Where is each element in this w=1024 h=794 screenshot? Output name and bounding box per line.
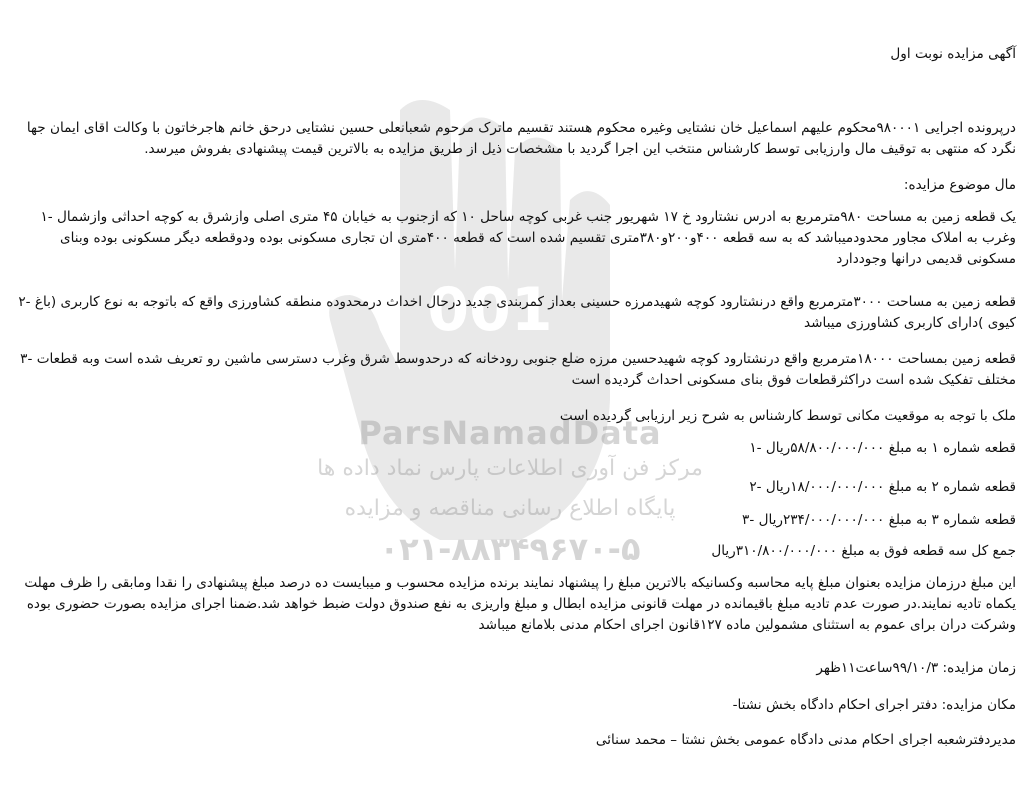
- lot-valuation-2: قطعه شماره ۲ به مبلغ ۱۸/۰۰۰/۰۰۰/۰۰۰ریال -۲: [749, 479, 1016, 495]
- lot-valuation-1: قطعه شماره ۱ به مبلغ ۵۸/۸۰۰/۰۰۰/۰۰۰ریال -۱: [749, 440, 1016, 456]
- auction-time: زمان مزایده: ۹۹/۱۰/۳ساعت۱۱ظهر: [816, 660, 1016, 676]
- watermark-phone: ۰۲۱-۸۸۳۴۹۶۷۰-۵: [379, 530, 641, 568]
- intro-paragraph: درپرونده اجرایی ۹۸۰۰۰۱محکوم علیهم اسماعیل خان نشتایی وغیره محکوم هستند تقسیم ماترک مرحوم شعبانعلی حسین نشتایی درحق خانم هاجرخاتون با وکالت اقای ایمان جها نگرد که منتهی به توقیف مال وارزیابی توسط کارشناس منتخب این اجرا گردید با مشخصات ذیل از طریق مزایده به بالاترین قیمت پیشنهادی بفروش میرسد.: [26, 120, 1016, 157]
- property-item-2: قطعه زمین به مساحت ۳۰۰۰مترمربع واقع درنشتارود کوچه شهیدمرزه حسینی بعداز کمربندی جدید درحال اخداث درمحدوده منطقه کشاورزی واقع که باتوجه به نوع کاربری (باغ -۲ کیوی )دارای کاربری کشاورزی میباشد: [18, 294, 1016, 331]
- watermark-brand: ParsNamadData: [358, 414, 662, 452]
- auction-place: مکان مزایده: دفتر اجرای احکام دادگاه بخش نشتا-: [732, 697, 1016, 713]
- signature-line: مدیردفترشعبه اجرای احکام مدنی دادگاه عمومی بخش نشتا – محمد سنائی: [595, 732, 1016, 748]
- evaluation-intro: ملک با توجه به موقعیت مکانی توسط کارشناس به شرح زیر ارزیابی گردیده است: [559, 408, 1016, 424]
- watermark-tagline: مرکز فن آوری اطلاعات پارس نماد داده ها: [317, 456, 703, 481]
- property-item-3: قطعه زمین بمساحت ۱۸۰۰۰مترمربع واقع درنشتارود کوچه شهیدحسین مرزه ضلع جنوبی رودخانه که درحدوسط شرق وغرب دسترسی ماشین رو تعریف شده است وبه قطعات -۳ مختلف تفکیک شده است دراکثرقطعات فوق بنای مسکونی احداث گردیده است: [20, 351, 1016, 388]
- auction-conditions: این مبلغ درزمان مزایده بعنوان مبلغ پایه محاسبه وکسانیکه بالاترین مبلغ را پیشنهاد نمایند برنده مزایده محسوب و میبایست ده درصد مبلغ پیشنهادی را نقدا ومابقی را ظرف مهلت یکماه تادیه نمایند.در صورت عدم تادیه مبلغ باقیمانده در مهلت قانونی مزایده ابطال و مبلغ واریزی به نفع صندوق دولت ضبط خواهد شد.ضمنا اجرای مزایده بصورت حضوری بوده وشرکت دران برای عموم به استثنای مشمولین ماده ۱۲۷قانون اجرای احکام مدنی بلامانع میباشد: [24, 575, 1016, 633]
- svg-text:001: 001: [427, 275, 553, 345]
- total-valuation: جمع کل سه قطعه فوق به مبلغ ۳۱۰/۸۰۰/۰۰۰/۰۰۰ریال: [711, 543, 1016, 559]
- subject-label: مال موضوع مزایده:: [903, 177, 1016, 193]
- lot-valuation-3: قطعه شماره ۳ به مبلغ ۲۳۴/۰۰۰/۰۰۰/۰۰۰ریال -۳: [742, 512, 1016, 528]
- property-item-1: یک قطعه زمین به مساحت ۹۸۰مترمربع به ادرس نشتارود خ ۱۷ شهریور جنب غربی کوچه ساحل ۱۰ که ازجنوب به خیابان ۴۵ متری اصلی وازشرق به کوچه احداثی وازشمال -۱ وغرب به املاک مجاور محدودمیباشد که به سه قطعه ۴۰۰و۲۰۰و۳۸۰متری تقسیم شده است که قطعه ۴۰۰متری ان تجاری مسکونی بوده ودوقطعه دیگر مسکونی بوده وبنای مسکونی قدیمی درانها وجوددارد: [40, 209, 1016, 267]
- watermark-subtitle: پایگاه اطلاع رسانی مناقصه و مزایده: [344, 496, 676, 521]
- notice-heading: آگهی مزایده نوبت اول: [890, 46, 1016, 62]
